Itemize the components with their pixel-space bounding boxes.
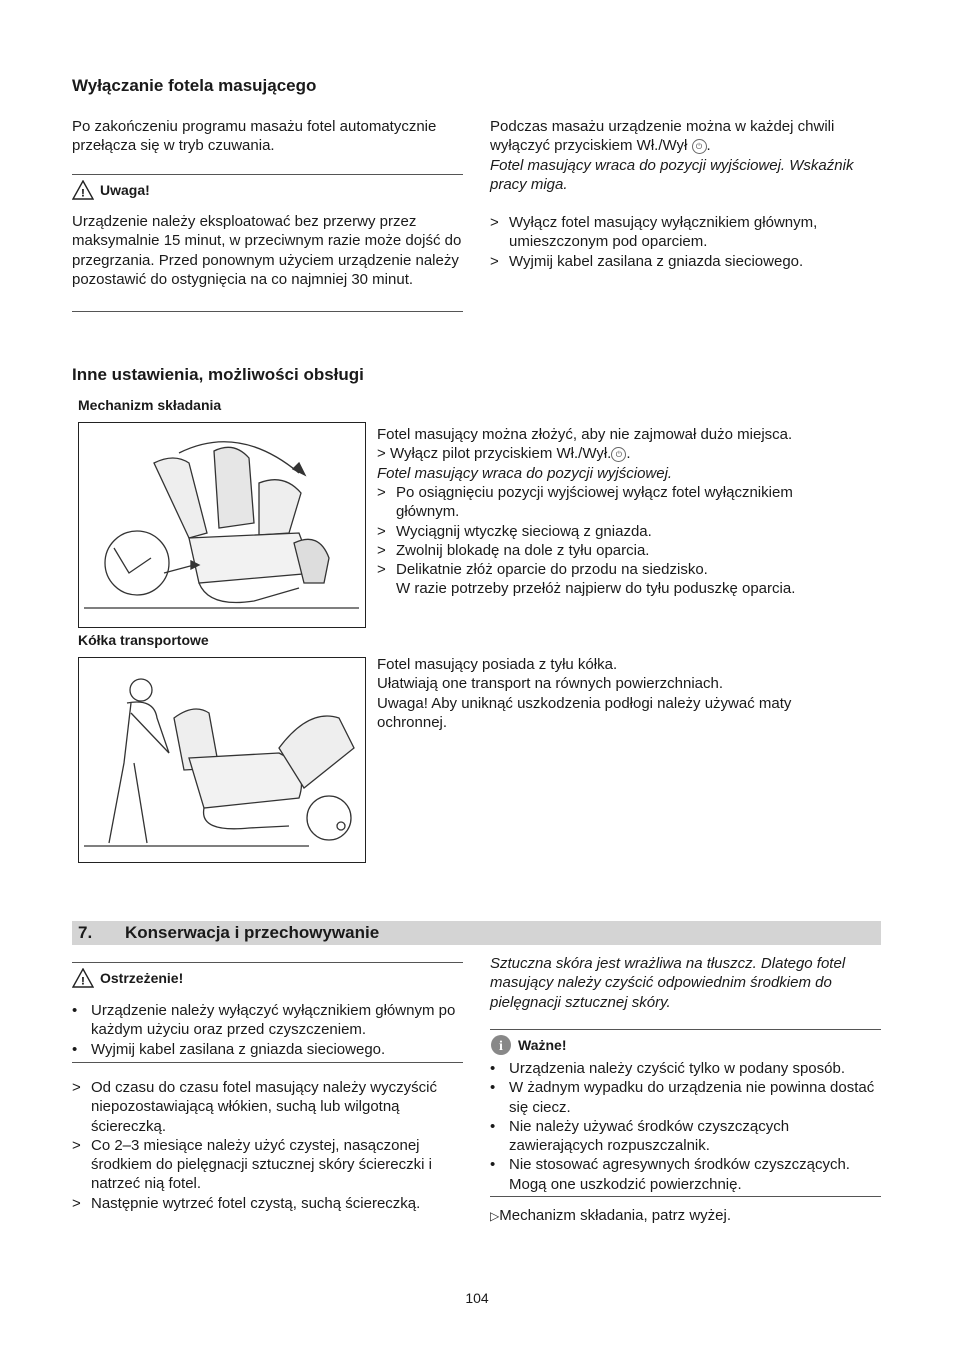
svg-text:i: i: [499, 1039, 503, 1054]
subtitle-wheels: Kółka transportowe: [78, 632, 209, 648]
important-list: [490, 1059, 885, 1194]
subtitle-folding: Mechanizm składania: [78, 397, 222, 413]
list-item: > Delikatnie złóż oparcie do przodu na siedzisko. W razie potrzeby przełóż najpierw do tyłu poduszkę oparcia.: [377, 561, 796, 598]
divider: [72, 311, 463, 312]
folding-instructions: Fotel masujący można złożyć, aby nie zajmował dużo miejsca. > Wyłącz pilot przyciskiem Wł./Wył. ⏻ . Fotel masujący wraca do pozycji wyjściowej.: [377, 425, 847, 483]
section-title-settings: Inne ustawienia, możliwości obsługi: [72, 365, 364, 384]
wheels-illustration: [78, 657, 366, 863]
leather-note: Sztuczna skóra jest wrażliwa na tłuszcz. Dlatego fotel masujący należy czyścić odpowiednim środkiem do pielęgnacji sztucznej skóry.: [490, 955, 846, 1011]
list-item: • W żadnym wypadku do urządzenia nie powinna dostać się ciecz.: [490, 1079, 875, 1116]
list-item: • Nie stosować agresywnych środków czyszczących. Mogą one uszkodzić powierzchnię.: [490, 1156, 850, 1193]
list-item: > Zwolnij blokadę na dole z tyłu oparcia.: [377, 541, 650, 559]
switch-off-steps: [490, 213, 890, 271]
caution-label: Ostrzeżenie!: [100, 970, 184, 986]
chair-transport-image: [79, 658, 365, 862]
warning-triangle-icon: [72, 968, 94, 988]
cross-reference: ▷Mechanizm składania, patrz wyżej.: [490, 1207, 731, 1224]
power-icon: ⏻: [692, 139, 707, 154]
list-item: • Urządzenie należy wyłączyć wyłącznikiem głównym po każdym użyciu oraz przed czyszczeniem.: [72, 1002, 456, 1039]
important-label: Ważne!: [518, 1037, 567, 1053]
folding-italic: Fotel masujący wraca do pozycji wyjściowej.: [377, 464, 673, 482]
folding-illustration: [78, 422, 366, 628]
list-item: • Urządzenia należy czyścić tylko w podany sposób.: [490, 1060, 845, 1077]
list-item: > Wyjmij kabel zasilana z gniazda sieciowego.: [490, 252, 804, 270]
wheels-line2: Ułatwiają one transport na równych powierzchniach.: [377, 675, 724, 693]
warning-triangle-icon: [72, 180, 94, 200]
power-icon: ⏻: [611, 447, 626, 462]
switch-off-right: Podczas masażu urządzenie można w każdej chwili wyłączyć przyciskiem Wł./Wył ⏻ . Fotel masujący wraca do pozycji wyjściowej. Wskaźnik pracy miga.: [490, 117, 890, 194]
switch-off-intro: Po zakończeniu programu masażu fotel automatycznie przełącza się w tryb czuwania.: [72, 118, 437, 155]
warning-header: [72, 180, 150, 200]
section-title-switch-off: Wyłączanie fotela masującego: [72, 76, 317, 95]
list-item: > Następnie wytrzeć fotel czystą, suchą ściereczką.: [72, 1194, 421, 1212]
list-item: > Od czasu do czasu fotel masujący należy wyczyścić niepozostawiającą włókien, suchą lub wilgotną ściereczką.: [72, 1079, 437, 1135]
svg-text:!: !: [81, 187, 85, 200]
massage-chair-folding-image: [79, 423, 365, 627]
switch-off-right-text: Podczas masażu urządzenie można w każdej chwili wyłączyć przyciskiem Wł./Wył: [490, 118, 835, 155]
divider: [72, 962, 463, 963]
divider: [490, 1196, 881, 1197]
folding-intro: Fotel masujący można złożyć, aby nie zajmował dużo miejsca.: [377, 426, 793, 443]
divider: [72, 1062, 463, 1063]
switch-off-right-italic: Fotel masujący wraca do pozycji wyjściowej. Wskaźnik pracy miga.: [490, 156, 854, 193]
page-number: 104: [465, 1290, 489, 1306]
caution-list: [72, 1001, 465, 1059]
wheels-line3: Uwaga! Aby uniknąć uszkodzenia podłogi należy używać maty ochronnej.: [377, 694, 792, 731]
list-item: • Wyjmij kabel zasilana z gniazda sieciowego.: [72, 1040, 386, 1058]
list-item: > Wyłącz fotel masujący wyłącznikiem głównym, umieszczonym pod oparciem.: [490, 214, 818, 251]
section-header-maintenance: [72, 921, 881, 945]
wheels-text: [377, 655, 847, 732]
folding-step1: Wyłącz pilot przyciskiem Wł./Wył.: [389, 445, 612, 463]
reference-arrow-icon: ▷: [490, 1209, 500, 1223]
caution-header: [72, 968, 183, 988]
divider: [490, 1029, 881, 1030]
divider: [72, 174, 463, 175]
svg-text:!: !: [81, 975, 85, 988]
wheels-line1: Fotel masujący posiada z tyłu kółka.: [377, 656, 618, 673]
folding-note: W razie potrzeby przełóż najpierw do tyłu poduszkę oparcia.: [396, 580, 796, 598]
warning-label: Uwaga!: [100, 182, 150, 198]
important-header: [490, 1034, 566, 1056]
list-item: > Po osiągnięciu pozycji wyjściowej wyłącz fotel wyłącznikiem głównym.: [377, 484, 793, 521]
section-number: 7.: [78, 923, 93, 942]
info-icon: [490, 1034, 512, 1056]
section-title-maintenance: Konserwacja i przechowywanie: [125, 923, 380, 942]
warning-text: Urządzenie należy eksploatować bez przerwy przez maksymalnie 15 minut, w przeciwnym razie może dojść do przegrzania. Przed ponownym użyciem urządzenie należy pozostawić do ostygnięcia na co najmniej 30 minut.: [72, 213, 462, 288]
folding-steps: [377, 483, 847, 599]
cleaning-steps: [72, 1078, 465, 1213]
list-item: > Wyciągnij wtyczkę sieciową z gniazda.: [377, 522, 652, 540]
list-item: • Nie należy używać środków czyszczących zawierających rozpuszczalnik.: [490, 1117, 790, 1155]
list-item: > Co 2–3 miesiące należy użyć czystej, nasączonej środkiem do pielęgnacji sztucznej skóry ściereczki i natrzeć nią fotel.: [72, 1136, 432, 1193]
